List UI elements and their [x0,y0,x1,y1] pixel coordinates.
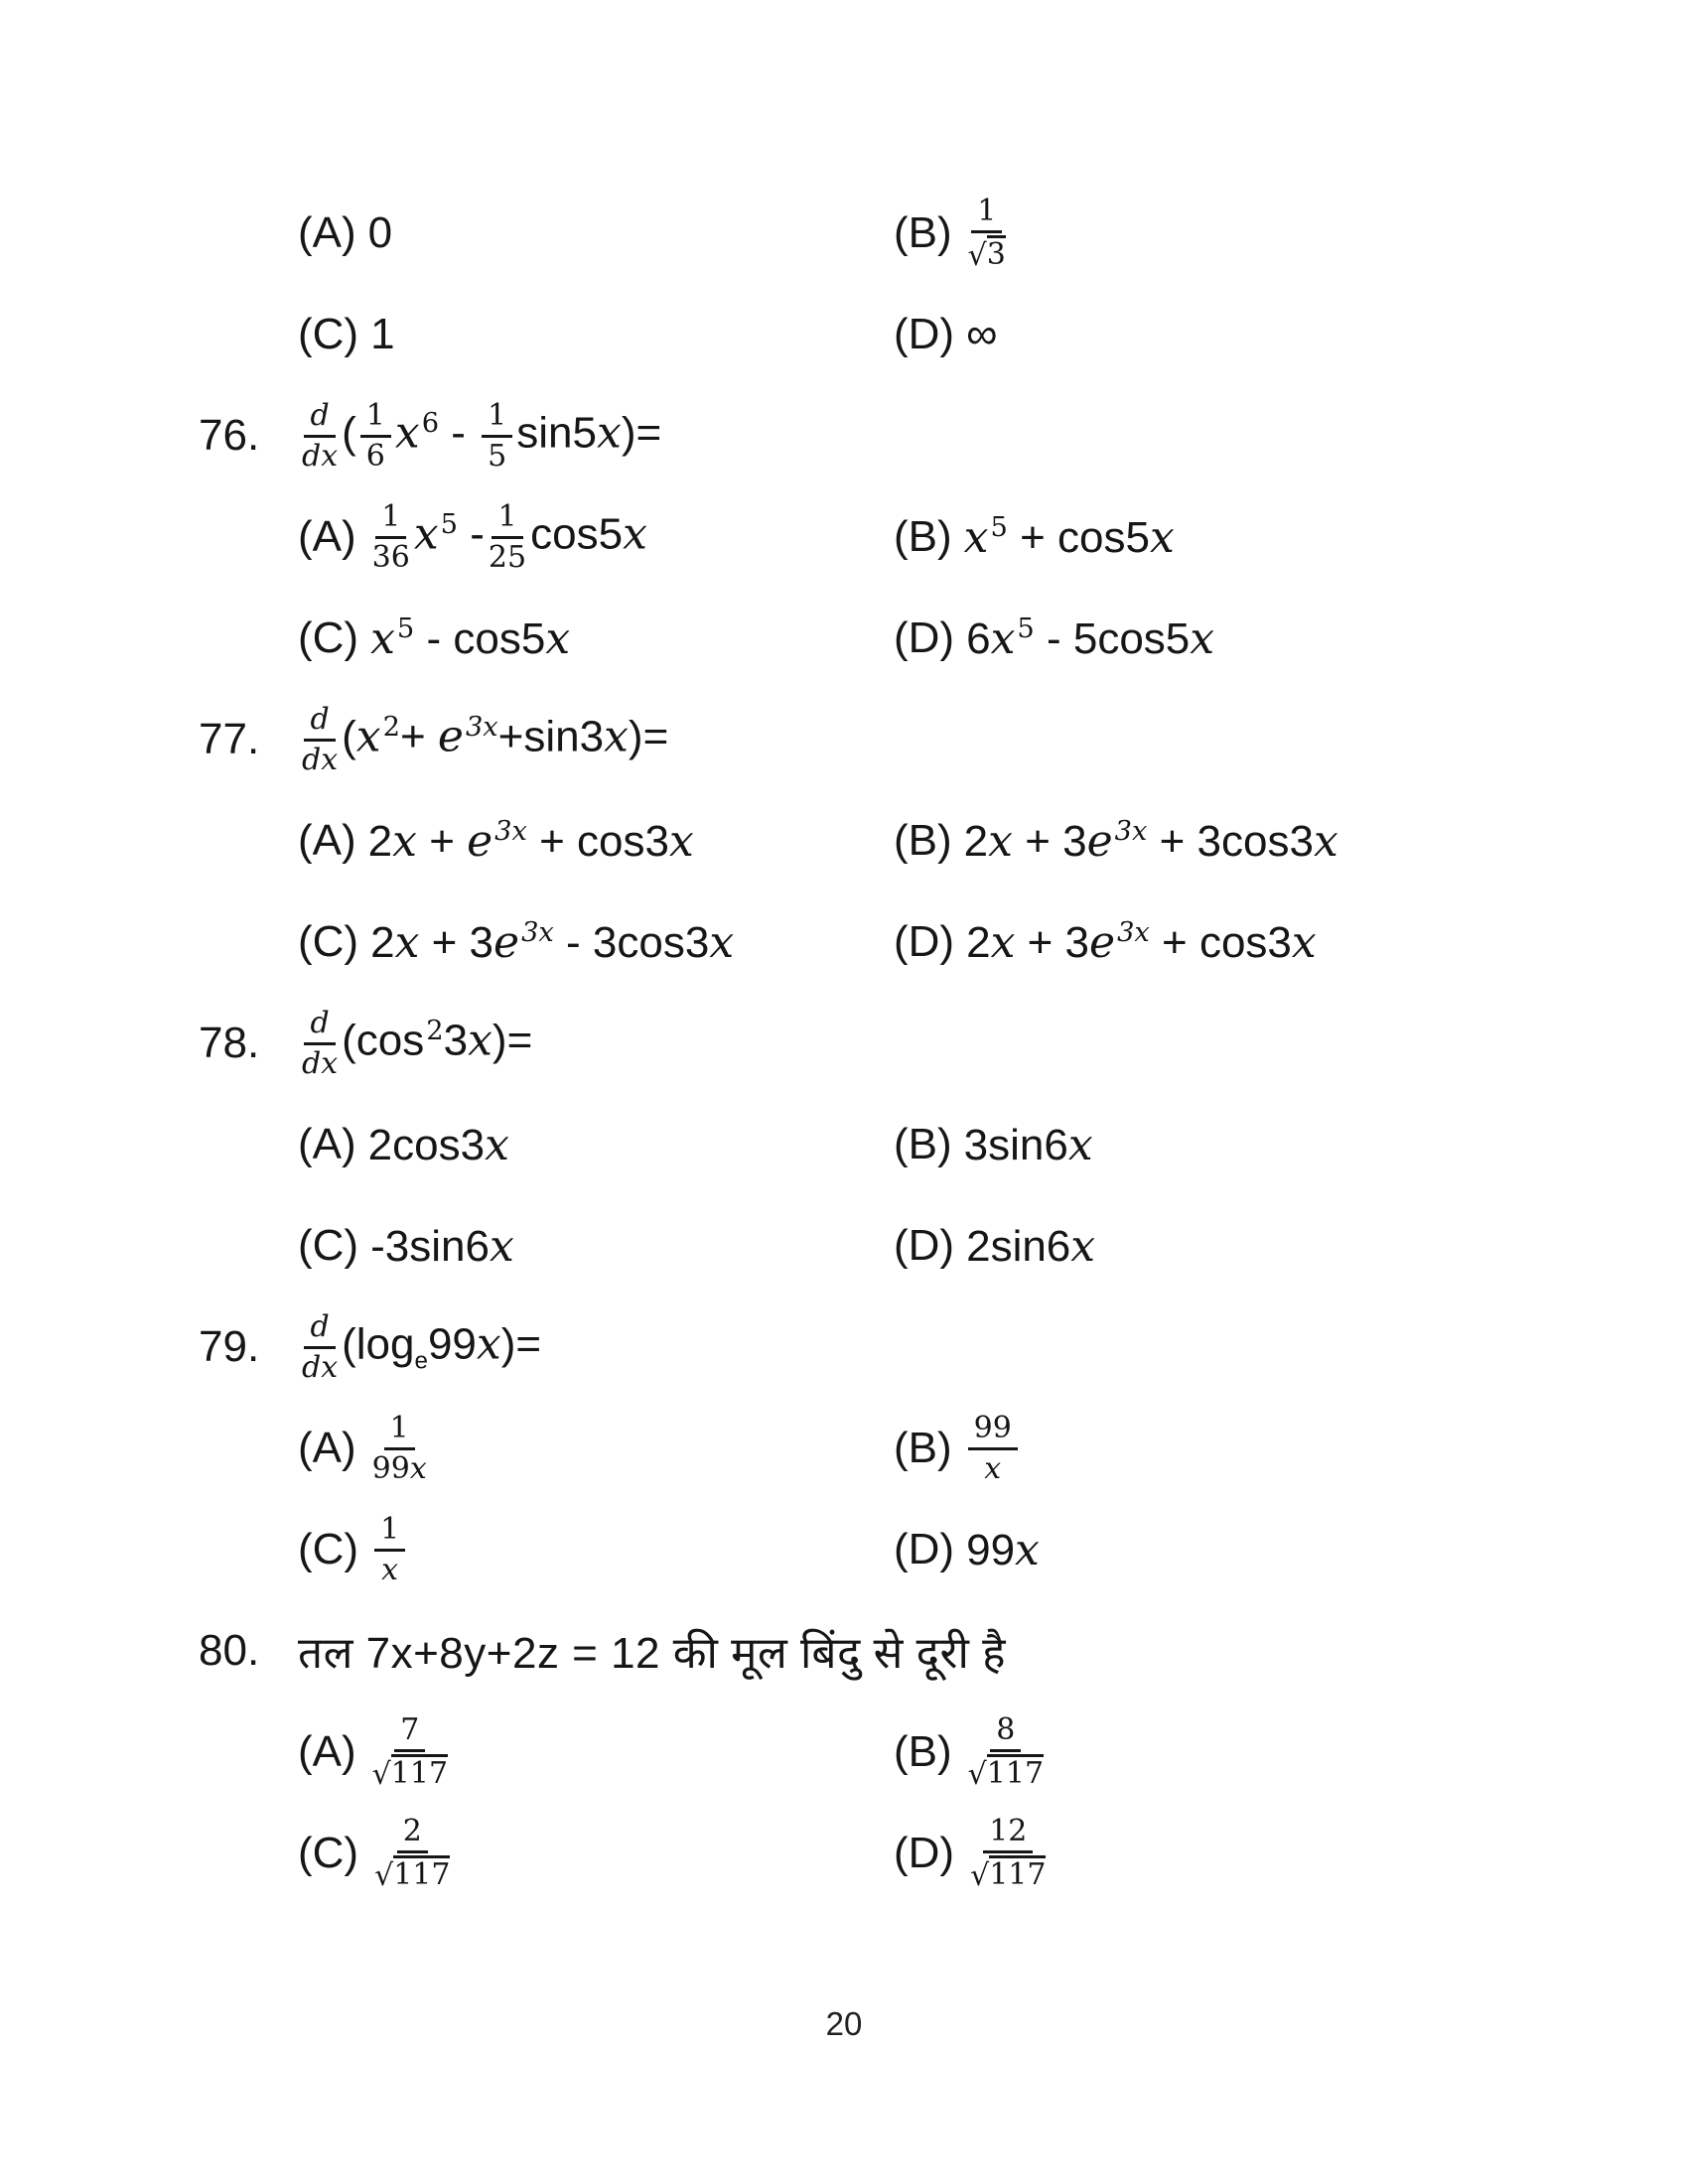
option-label: (D) [894,310,955,358]
fraction-numerator [397,1815,428,1853]
option-value [966,310,997,359]
math-txt: )= [628,712,669,761]
math-txt: 2 [382,711,400,743]
option-D [894,1195,1688,1297]
math-txt: 99 [371,1450,410,1486]
math-sqrt [374,1857,450,1892]
math-txt: 2cos3 [367,1120,486,1169]
math-var: x [596,407,622,459]
math-txt: 2 [963,816,989,866]
question-statement [0,1600,1688,1702]
option-value [368,816,694,867]
option-label: (D) [894,1525,955,1573]
math-var: x [476,1318,501,1370]
math-frac [302,1007,338,1080]
option-B [894,790,1688,891]
page-number: 20 [825,2005,863,2042]
math-txt: - [439,408,479,458]
fraction-denominator [488,438,506,474]
math-frac [372,1713,448,1790]
math-sup [383,712,400,743]
math-frac [968,1713,1044,1790]
math-sup [426,1016,443,1046]
option-C [298,1499,894,1600]
math-var: x [984,1450,1002,1486]
fraction-denominator [970,1853,1046,1892]
option-value [370,917,734,968]
question-formula [298,1007,532,1080]
math-var: x [1067,1119,1093,1170]
option-B [894,1094,1688,1195]
math-var: x [623,508,647,560]
option-D [894,1499,1688,1600]
option-value [966,1815,1050,1891]
option-label: (D) [894,614,955,662]
options-grid [0,1094,1688,1297]
option-value [966,614,1214,664]
option-value [966,1221,1095,1272]
math-var: x [468,1015,492,1066]
math-sup [422,408,439,439]
math-sup [1115,816,1148,847]
option-label: (A) [298,1120,356,1168]
math-var: dx [302,1045,339,1081]
math-txt: -3sin6 [370,1221,490,1271]
math-var: 3x [465,711,498,743]
math-txt: 6 [365,438,385,474]
radical-sign: √ [374,1858,394,1893]
option-value [368,208,392,258]
option-A [298,1094,894,1195]
math-txt: 5 [396,613,415,644]
fraction-numerator [374,1513,405,1552]
math-txt: 99 [973,1410,1012,1445]
radical-sign: √ [371,1757,391,1792]
radicand: 117 [989,1857,1047,1892]
math-var: x [381,1552,399,1587]
option-value [964,816,1338,867]
option-label: (D) [894,917,955,966]
math-var: x [1291,916,1317,968]
option-value [370,310,394,359]
math-txt: + 3 [1015,917,1090,967]
math-sup [441,509,458,540]
math-txt: ∞ [966,310,998,358]
math-var: x [709,916,735,968]
option-label: (B) [894,208,952,257]
option-value [368,1412,431,1485]
option-label: (C) [298,1221,359,1270]
question-80 [0,1600,1688,1904]
option-value [966,1525,1040,1575]
radicand: 117 [390,1756,449,1791]
math-txt: )= [492,1016,533,1065]
fraction-denominator [968,1752,1044,1791]
radicand: 3 [986,237,1006,272]
math-frac [374,1513,405,1586]
option-D [894,588,1688,689]
math-txt: )= [500,1319,542,1369]
math-txt: 5 [1017,613,1035,644]
math-txt: 2sin6 [966,1221,1071,1271]
math-frac [489,500,526,574]
question-number: 80. [199,1626,260,1675]
option-label: (B) [894,512,952,561]
math-var: x [669,815,694,867]
options-grid [0,1702,1688,1904]
option-B [894,486,1688,588]
options-grid [0,183,1688,385]
math-var: dx [302,1349,339,1385]
math-var: d [310,1308,330,1344]
option-value [370,1221,514,1272]
option-label: (D) [894,1829,955,1877]
math-txt: 1 [389,1410,409,1445]
option-label: (A) [298,1424,356,1472]
math-txt: 99 [427,1319,477,1369]
question-statement [0,385,1688,486]
option-A [298,486,894,588]
fraction-denominator [302,438,338,474]
fraction-numerator [304,1310,335,1349]
math-frac [302,703,338,776]
math-txt: + 3 [419,917,494,967]
question-statement [0,993,1688,1094]
math-txt: ( [342,712,356,761]
option-A [298,1702,894,1803]
option-label: (A) [298,1727,356,1776]
math-txt: 6 [421,407,440,439]
option-value [964,195,1010,271]
math-var: x [409,1450,427,1486]
fraction-numerator [375,500,406,539]
math-txt: )= [621,408,662,458]
math-txt: 25 [488,539,527,575]
math-txt: + cos3 [1149,917,1292,967]
math-txt: + [399,712,438,761]
question-78 [0,993,1688,1297]
option-value [966,917,1317,968]
math-frac [482,399,512,473]
option-label: (C) [298,614,359,662]
math-var: x [1070,1220,1096,1272]
fraction-denominator [381,1552,398,1587]
math-frac [970,1815,1046,1891]
math-txt: 3 [443,1016,469,1065]
math-frac [372,500,410,574]
option-A [298,790,894,891]
math-var: e [467,815,493,867]
math-sup [521,917,554,948]
math-sup [1117,917,1150,948]
option-value [964,1412,1022,1485]
math-sup [466,712,498,743]
math-sup [990,512,1007,543]
fraction-numerator [990,1713,1021,1752]
question-79 [0,1297,1688,1600]
radicand: 117 [393,1857,451,1892]
math-var: 3x [494,815,527,847]
question-formula [298,1621,1006,1681]
math-sqrt [968,1756,1044,1791]
option-C [298,588,894,689]
option-C [298,1803,894,1904]
math-var: x [604,711,629,762]
math-txt: 36 [371,539,410,575]
math-txt: 1 [488,397,507,433]
math-txt: cos5 [530,509,624,559]
math-frac [302,1310,338,1384]
fraction-numerator [360,399,391,438]
fraction-denominator [366,438,385,474]
fraction-denominator [372,1450,427,1486]
math-txt: 1 [370,310,395,358]
option-label: (C) [298,310,359,358]
option-label: (B) [894,1120,952,1168]
question-77 [0,689,1688,993]
option-B [894,1398,1688,1499]
math-frac [374,1815,450,1891]
math-txt: 2 [402,1814,422,1849]
radicand: 117 [986,1756,1045,1791]
option-label: (C) [298,917,359,966]
math-var: x [990,613,1016,664]
question-text: तल 7x+8y+2z = 12 की मूल बिंदु से दूरी है [298,1629,1006,1678]
options-grid [0,1398,1688,1600]
option-label: (B) [894,1424,952,1472]
option-value [368,500,647,574]
math-var: x [355,711,381,762]
option-value [964,1120,1093,1170]
option-value [368,1120,509,1170]
math-sup [494,816,527,847]
option-value [368,1713,452,1790]
math-frac [372,1412,427,1485]
option-label: (B) [894,816,952,865]
option-value [964,1713,1048,1790]
math-txt: - 3cos3 [553,917,710,967]
math-txt: 2 [370,917,395,967]
question-formula [298,399,661,473]
option-D [894,284,1688,385]
math-txt: 1 [381,498,401,534]
math-txt: 3sin6 [963,1120,1068,1169]
math-sqrt [968,237,1006,272]
math-txt: 2 [426,1015,444,1046]
question-formula [298,1310,541,1384]
option-value [370,614,570,664]
math-txt: sin5 [516,408,597,458]
math-var: x [988,815,1013,867]
question-number: 76. [199,411,260,460]
fraction-denominator [968,233,1006,272]
math-var: dx [302,438,339,474]
math-var: dx [302,742,339,777]
math-var: e [493,916,520,968]
fraction-numerator [492,500,522,539]
math-txt: 5 [440,508,459,540]
math-txt: - cos5 [414,614,546,663]
math-sub [415,1347,428,1374]
math-txt: + cos3 [526,816,669,866]
math-txt: 2 [966,917,991,967]
math-txt: 5 [990,511,1008,543]
option-label: (D) [894,1221,955,1270]
math-var: x [413,508,439,560]
math-var: x [489,1220,514,1272]
option-label: (C) [298,1829,359,1877]
radical-sign: √ [967,1757,987,1792]
option-label: (C) [298,1525,359,1573]
math-txt: 1 [497,498,517,534]
option-label: (A) [298,512,356,561]
math-var: 3x [521,916,554,948]
option-B [894,1702,1688,1803]
math-var: x [1015,1524,1040,1575]
option-label: (A) [298,816,356,865]
math-txt: - [458,509,485,559]
math-sqrt [970,1857,1046,1892]
question-statement [0,1297,1688,1398]
fraction-numerator [482,399,512,438]
math-txt: + 3 [1012,816,1087,866]
math-txt: 1 [977,194,997,229]
math-frac [968,1412,1018,1485]
math-txt: + 3cos3 [1147,816,1314,866]
math-var: x [394,407,420,459]
fraction-numerator [394,1713,425,1752]
math-txt: 8 [996,1712,1016,1748]
math-txt: (log [342,1319,415,1369]
math-txt: +sin3 [497,712,605,761]
math-sqrt [372,1756,448,1791]
fraction-denominator [302,742,338,777]
math-txt: ( [342,408,356,458]
math-frac [360,399,391,473]
fraction-numerator [304,1007,335,1045]
math-var: d [310,1005,330,1040]
fraction-numerator [304,399,335,438]
math-var: x [1149,511,1175,563]
options-grid [0,790,1688,993]
math-var: x [1313,815,1338,867]
option-value [370,1815,454,1891]
radical-sign: √ [967,238,987,273]
math-sup [397,614,414,644]
math-txt: + cos5 [1007,512,1150,562]
math-txt: (cos [342,1016,425,1065]
math-var: x [394,916,420,968]
question-number: 78. [199,1019,260,1067]
option-C [298,891,894,993]
math-txt: 5 [488,438,507,474]
fraction-denominator [302,1349,338,1385]
math-txt: 2 [367,816,393,866]
math-var: e [1089,916,1116,968]
question-partial [0,183,1688,385]
radical-sign: √ [970,1858,990,1893]
math-txt: 99 [966,1525,1016,1574]
option-B [894,183,1688,284]
question-statement [0,689,1688,790]
math-var: e [437,711,464,762]
option-C [298,284,894,385]
question-76 [0,385,1688,689]
fraction-numerator [968,1412,1018,1450]
math-var: x [963,511,989,563]
math-sup [1017,614,1034,644]
math-var: x [545,613,571,664]
math-txt: 0 [367,208,393,257]
math-var: x [485,1119,509,1170]
question-number: 77. [199,715,260,763]
math-txt: 12 [989,1814,1028,1849]
option-A [298,1398,894,1499]
fraction-numerator [983,1815,1033,1853]
fraction-denominator [372,539,410,575]
option-value [964,512,1175,563]
option-value [370,1513,409,1586]
options-grid [0,486,1688,689]
fraction-denominator [372,1752,448,1791]
math-frac [302,399,338,473]
math-txt: 1 [380,1511,400,1547]
option-D [894,1803,1688,1904]
fraction-denominator [489,539,526,575]
math-var: d [310,701,330,737]
math-var: 3x [1117,916,1150,948]
math-txt: 1 [365,397,385,433]
question-formula [298,703,668,776]
fraction-denominator [984,1450,1001,1486]
math-txt: 6 [966,614,991,663]
fraction-numerator [384,1412,415,1450]
fraction-denominator [302,1045,338,1081]
math-var: x [990,916,1016,968]
math-var: x [392,815,417,867]
math-var: x [370,613,395,664]
math-var: 3x [1114,815,1148,847]
question-number: 79. [199,1322,260,1371]
fraction-numerator [971,195,1002,233]
option-C [298,1195,894,1297]
option-D [894,891,1688,993]
option-label: (B) [894,1727,952,1776]
math-frac [968,195,1006,271]
math-txt: + [416,816,468,866]
math-var: d [310,397,330,433]
math-txt: 7 [400,1712,420,1748]
math-var: e [1086,815,1113,867]
fraction-numerator [304,703,335,742]
fraction-denominator [374,1853,450,1892]
option-label: (A) [298,208,356,257]
math-var: x [1190,613,1215,664]
math-txt: - 5cos5 [1034,614,1191,663]
math-txt: e [414,1347,428,1375]
option-A [298,183,894,284]
